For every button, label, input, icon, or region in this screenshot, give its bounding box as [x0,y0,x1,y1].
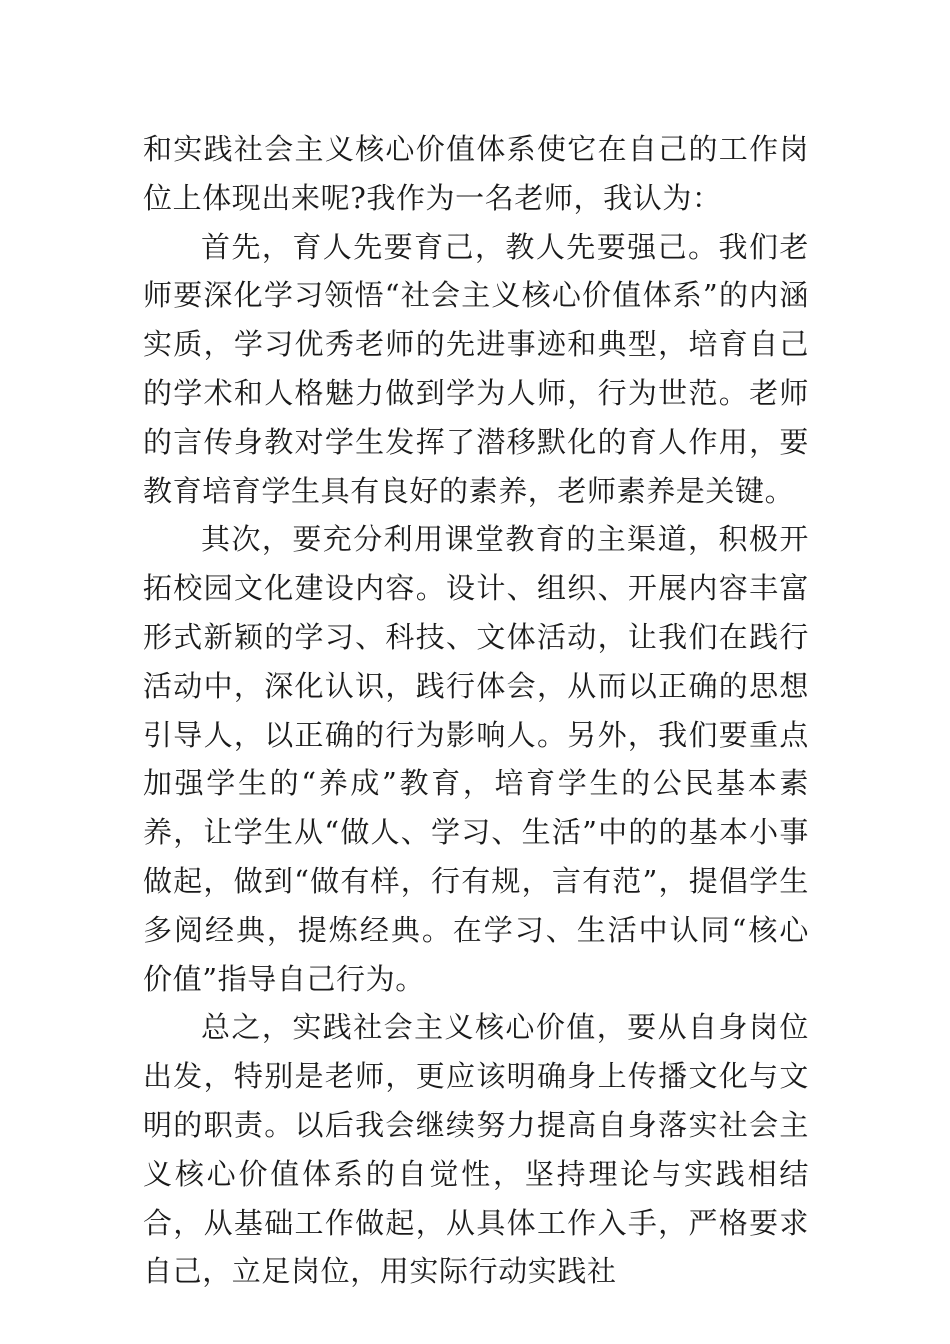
document-body [143,125,809,1296]
paragraph-1: 和实践社会主义核心价值体系使它在自己的工作岗位上体现出来呢?我作为一名老师，我认为： [143,132,809,215]
paragraph-4: 总之，实践社会主义核心价值，要从自身岗位出发，特别是老师，更应该明确身上传播文化与文明的职责。以后我会继续努力提高自身落实社会主义核心价值体系的自觉性，坚持理论与实践相结合，从基础工作做起，从具体工作入手，严格要求自己，立足岗位，用实际行动实践社 [143,1010,809,1289]
paragraph-3: 其次，要充分利用课堂教育的主渠道，积极开拓校园文化建设内容。设计、组织、开展内容丰富形式新颖的学习、科技、文体活动，让我们在践行活动中，深化认识，践行体会，从而以正确的思想引导人，以正确的行为影响人。另外，我们要重点加强学生的“养成”教育，培育学生的公民基本素养，让学生从“做人、学习、生活”中的的基本小事做起，做到“做有样，行有规，言有范”，提倡学生多阅经典，提炼经典。在学习、生活中认同“核心价值”指导自己行为。 [143,522,809,996]
paragraph-2: 首先，育人先要育己，教人先要强己。我们老师要深化学习领悟“社会主义核心价值体系”的内涵实质，学习优秀老师的先进事迹和典型，培育自己的学术和人格魅力做到学为人师，行为世范。老师的言传身教对学生发挥了潜移默化的育人作用，要教育培育学生具有良好的素养，老师素养是关键。 [143,229,809,508]
